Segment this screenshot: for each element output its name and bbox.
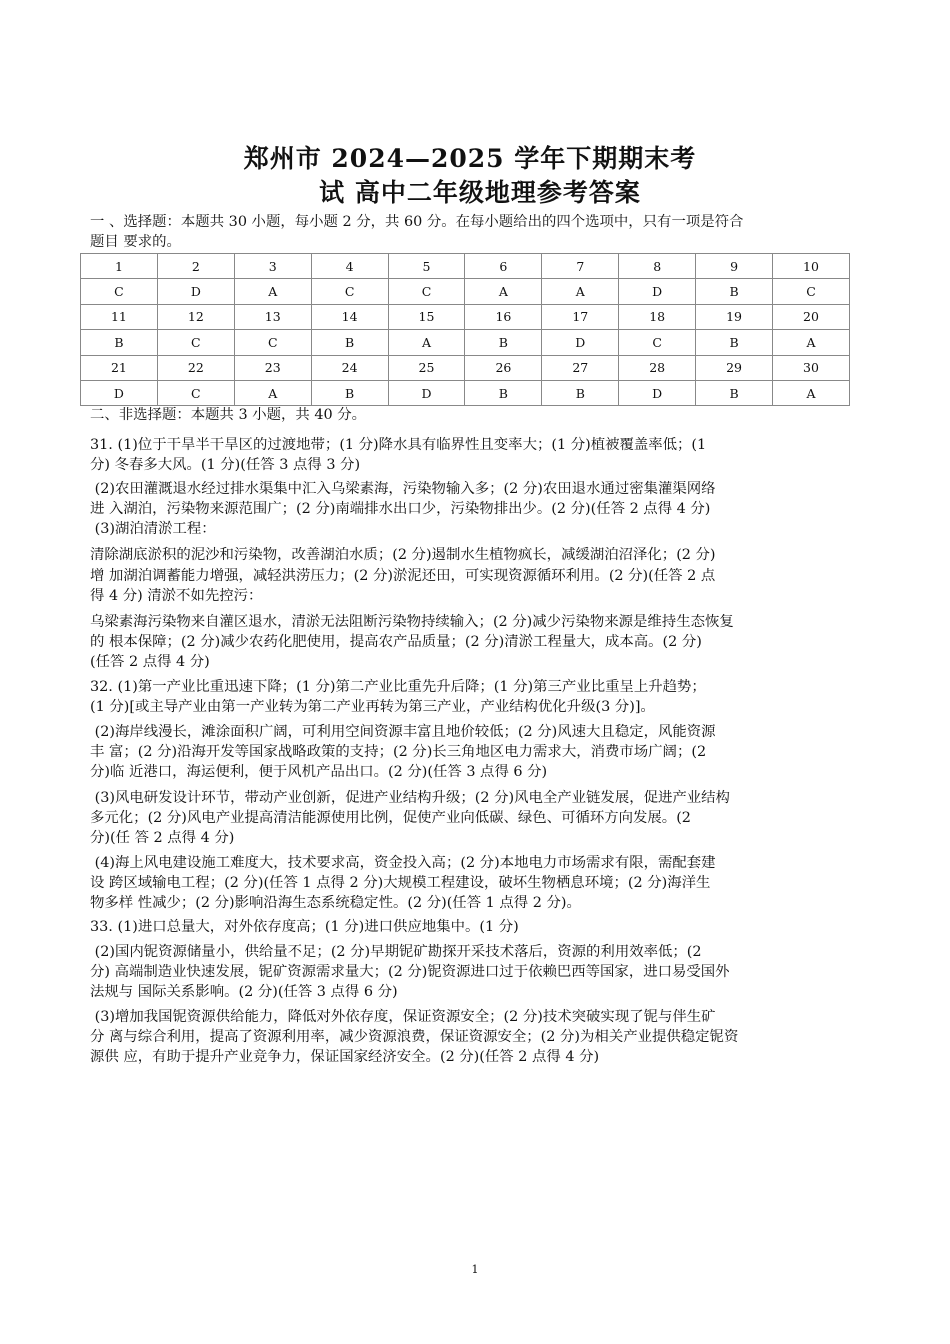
answer-table-cell: C <box>388 279 465 304</box>
answer-table-row <box>81 330 850 355</box>
answer-table-cell: 16 <box>465 304 542 329</box>
answer-table-cell: 19 <box>696 304 773 329</box>
answer-table-cell: 28 <box>619 355 696 380</box>
answer-table-cell: B <box>465 380 542 405</box>
answer-table-cell: 5 <box>388 254 465 279</box>
answer-table-cell: 1 <box>81 254 158 279</box>
answer-table-cell: C <box>157 330 234 355</box>
answer-table-cell: A <box>773 330 850 355</box>
answer-table-cell: 12 <box>157 304 234 329</box>
answer-text-line: 31. (1)位于干旱半干旱区的过渡地带；(1 分)降水具有临界性且变率大；(1 分)植被覆盖率低；(1 <box>90 437 707 453</box>
answer-table-cell: B <box>465 330 542 355</box>
answer-table-cell: B <box>696 330 773 355</box>
answer-text-line: (1 分)[或主导产业由第一产业转为第二产业再转为第三产业，产业结构优化升级(3 分)]。 <box>90 699 655 715</box>
answer-table-cell: 26 <box>465 355 542 380</box>
answer-text-line: (2)农田灌溉退水经过排水渠集中汇入乌梁素海，污染物输入多；(2 分)农田退水通过密集灌渠网络 <box>90 481 716 497</box>
answer-text-line: (4)海上风电建设施工难度大，技术要求高，资金投入高；(2 分)本地电力市场需求有限，需配套建 <box>90 855 716 871</box>
answer-text-line: 物多样 性减少；(2 分)影响沿海生态系统稳定性。(2 分)(任答 1 点得 2 分)。 <box>90 895 581 911</box>
answer-text-line: 源供 应，有助于提升产业竞争力，保证国家经济安全。(2 分)(任答 2 点得 4 分) <box>90 1049 600 1065</box>
answer-table <box>80 253 850 406</box>
answer-table-cell: 27 <box>542 355 619 380</box>
answer-table-row <box>81 380 850 405</box>
answer-text-line: 33. (1)进口总量大，对外依存度高；(1 分)进口供应地集中。(1 分) <box>90 919 519 935</box>
answer-table-cell: 11 <box>81 304 158 329</box>
answer-table-cell: B <box>542 380 619 405</box>
answer-table-cell: C <box>81 279 158 304</box>
answer-table-cell: 18 <box>619 304 696 329</box>
answer-table-cell: 22 <box>157 355 234 380</box>
answer-text-line: 分)临 近港口，海运便利，便于风机产品出口。(2 分)(任答 3 点得 6 分) <box>90 764 548 780</box>
answer-table-cell: D <box>619 380 696 405</box>
answer-text-line: 丰 富；(2 分)沿海开发等国家战略政策的支持；(2 分)长三角地区电力需求大，消费市场广阔；(2 <box>90 744 707 760</box>
answer-text-line: (2)海岸线漫长，滩涂面积广阔，可利用空间资源丰富且地价较低；(2 分)风速大且稳定，风能资源 <box>90 724 716 740</box>
answer-table-cell: B <box>81 330 158 355</box>
page-number: 1 <box>471 1263 479 1276</box>
answer-table-cell: 24 <box>311 355 388 380</box>
answer-table-row <box>81 355 850 380</box>
title-line-2: 试 高中二年级地理参考答案 <box>319 178 641 207</box>
title-line-1: 郑州市 2024—2025 学年下期期末考 <box>243 144 697 173</box>
answer-table-row <box>81 254 850 279</box>
answer-text-line: 得 4 分) 清淤不如先控污： <box>90 588 263 604</box>
answer-table-cell: D <box>542 330 619 355</box>
answer-text-line: (2)国内铌资源储量小，供给量不足；(2 分)早期铌矿勘探开采技术落后，资源的利用效率低；(2 <box>90 944 702 960</box>
answer-table-cell: 23 <box>234 355 311 380</box>
answer-table-cell: 25 <box>388 355 465 380</box>
answer-text-line: 增 加湖泊调蓄能力增强，减轻洪涝压力；(2 分)淤泥还田，可实现资源循环利用。(2 分)(任答 2 点 <box>90 568 716 584</box>
answer-table-cell: 20 <box>773 304 850 329</box>
answer-table-cell: B <box>311 330 388 355</box>
answer-table-cell: D <box>619 279 696 304</box>
answer-text-line: 多元化；(2 分)风电产业提高清洁能源使用比例，促使产业向低碳、绿色、可循环方向发展。(2 <box>90 810 691 826</box>
answer-table-cell: C <box>157 380 234 405</box>
answer-text-line: (3)湖泊清淤工程： <box>90 521 216 537</box>
answer-table-cell: 29 <box>696 355 773 380</box>
answer-text-line: 分) 冬春多大风。(1 分)(任答 3 点得 3 分) <box>90 457 361 473</box>
answer-table-cell: A <box>234 380 311 405</box>
answer-table-cell: 2 <box>157 254 234 279</box>
answer-text-line: 进 入湖泊，污染物来源范围广；(2 分)南端排水出口少，污染物排出少。(2 分)(任答 2 点得 4 分) <box>90 501 711 517</box>
answer-text-line: 乌梁素海污染物来自灌区退水，清淤无法阻断污染物持续输入；(2 分)减少污染物来源是维持生态恢复 <box>90 614 734 630</box>
answer-table-cell: B <box>696 279 773 304</box>
answer-table-cell: 21 <box>81 355 158 380</box>
answer-table-cell: D <box>157 279 234 304</box>
answer-text-line: 分 离与综合利用，提高了资源利用率，减少资源浪费，保证资源安全；(2 分)为相关产业提供稳定铌资 <box>90 1029 739 1045</box>
answer-table-row <box>81 279 850 304</box>
answer-table-cell: A <box>773 380 850 405</box>
answer-text-line: 分)(任 答 2 点得 4 分) <box>90 830 235 846</box>
answer-table-cell: 10 <box>773 254 850 279</box>
answer-table-cell: 6 <box>465 254 542 279</box>
answer-table-cell: B <box>311 380 388 405</box>
answer-text-line: 法规与 国际关系影响。(2 分)(任答 3 点得 6 分) <box>90 984 398 1000</box>
answer-table-cell: A <box>542 279 619 304</box>
answer-table-cell: 30 <box>773 355 850 380</box>
answer-table-cell: 3 <box>234 254 311 279</box>
answer-text-line: 设 跨区域输电工程；(2 分)(任答 1 点得 2 分)大规模工程建设，破坏生物栖息环境；(2 分)海洋生 <box>90 875 711 891</box>
answer-text-line: 清除湖底淤积的泥沙和污染物，改善湖泊水质；(2 分)遏制水生植物疯长，减缓湖泊沼泽化；(2 分) <box>90 547 716 563</box>
section2-heading: 二、非选择题：本题共 3 小题，共 40 分。 <box>90 407 367 423</box>
answer-table-cell: A <box>465 279 542 304</box>
answer-table-cell: A <box>388 330 465 355</box>
answer-table-cell: C <box>311 279 388 304</box>
answer-table-cell: 4 <box>311 254 388 279</box>
answer-text-line: 32. (1)第一产业比重迅速下降；(1 分)第二产业比重先升后降；(1 分)第三产业比重呈上升趋势； <box>90 679 706 695</box>
answer-table-cell: C <box>619 330 696 355</box>
section1-intro-line-2: 题目 要求的。 <box>90 234 181 250</box>
answer-text-line: 分) 高端制造业快速发展，铌矿资源需求量大；(2 分)铌资源进口过于依赖巴西等国家，进口易受国外 <box>90 964 730 980</box>
answer-table-cell: 14 <box>311 304 388 329</box>
section1-intro-line-1: 一 、选择题：本题共 30 小题，每小题 2 分，共 60 分。在每小题给出的四个选项中，只有一项是符合 <box>90 214 744 230</box>
answer-table-cell: D <box>81 380 158 405</box>
answer-text-line: (3)风电研发设计环节，带动产业创新，促进产业结构升级；(2 分)风电全产业链发展，促进产业结构 <box>90 790 730 806</box>
answer-table-cell: D <box>388 380 465 405</box>
answer-text-line: (任答 2 点得 4 分) <box>90 654 210 670</box>
answer-text-line: (3)增加我国铌资源供给能力，降低对外依存度，保证资源安全；(2 分)技术突破实现了铌与伴生矿 <box>90 1009 716 1025</box>
answer-table-cell: 15 <box>388 304 465 329</box>
answer-text-line: 的 根本保障；(2 分)减少农药化肥使用，提高农产品质量；(2 分)清淤工程量大，成本高。(2 分) <box>90 634 702 650</box>
answer-table-cell: 7 <box>542 254 619 279</box>
answer-table-cell: 17 <box>542 304 619 329</box>
answer-table-cell: C <box>234 330 311 355</box>
answer-table-cell: 8 <box>619 254 696 279</box>
answer-table-row <box>81 304 850 329</box>
answer-table-cell: B <box>696 380 773 405</box>
answer-table-cell: A <box>234 279 311 304</box>
answer-table-cell: 13 <box>234 304 311 329</box>
answer-table-cell: 9 <box>696 254 773 279</box>
answer-table-cell: C <box>773 279 850 304</box>
